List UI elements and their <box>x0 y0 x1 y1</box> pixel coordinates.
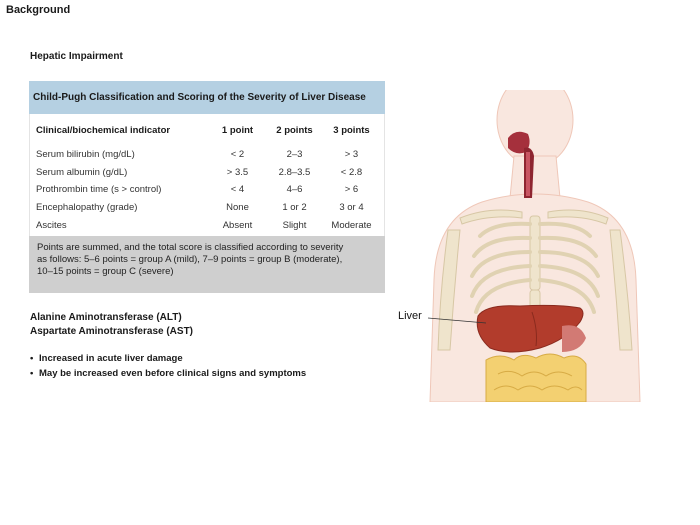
child-pugh-footer <box>29 236 385 293</box>
liver-label: Liver <box>398 310 422 322</box>
column-header: Clinical/biochemical indicator <box>36 124 171 136</box>
table-cell: Absent <box>222 219 253 231</box>
table-cell: Ascites <box>36 219 67 231</box>
footer-line: Points are summed, and the total score is classified according to severity <box>37 242 344 253</box>
table-cell: 1 or 2 <box>282 202 307 214</box>
table-cell: Serum albumin (g/dL) <box>36 166 128 178</box>
table-cell: 4–6 <box>286 184 303 196</box>
list-item: • May be increased even before clinical signs and symptoms <box>30 367 306 382</box>
child-pugh-table-box <box>29 81 385 293</box>
table-cell: 2.8–3.5 <box>278 166 311 178</box>
section-title: Hepatic Impairment <box>30 51 123 62</box>
table-row <box>36 199 379 217</box>
page-title: Background <box>6 4 71 16</box>
footer-line: 10–15 points = group C (severe) <box>37 266 174 277</box>
table-cell: > 6 <box>344 184 359 196</box>
enzyme-headings <box>30 311 193 339</box>
ast-heading: Aspartate Aminotransferase (AST) <box>30 326 194 337</box>
table-cell: 3 or 4 <box>339 202 364 214</box>
anatomy-illustration <box>390 90 655 402</box>
table-row <box>36 164 379 182</box>
table-header-row <box>36 114 379 146</box>
table-cell: Moderate <box>331 219 372 231</box>
child-pugh-table <box>36 114 379 234</box>
column-header: 3 points <box>333 124 370 136</box>
column-header: 2 points <box>276 124 313 136</box>
table-cell: 2–3 <box>286 149 303 161</box>
list-item: • Increased in acute liver damage <box>30 352 306 367</box>
child-pugh-header: Child-Pugh Classification and Scoring of the Severity of Liver Disease <box>29 81 385 114</box>
table-row <box>36 216 379 234</box>
table-cell: < 4 <box>230 184 245 196</box>
table-cell: Prothrombin time (s > control) <box>36 184 162 196</box>
bullet-list <box>30 352 306 381</box>
table-cell: > 3.5 <box>226 166 249 178</box>
table-cell: Encephalopathy (grade) <box>36 202 138 214</box>
column-header: 1 point <box>221 124 254 136</box>
intestines <box>486 354 586 402</box>
table-cell: None <box>226 202 249 214</box>
table-cell: Slight <box>282 219 307 231</box>
table-cell: Serum bilirubin (mg/dL) <box>36 149 135 161</box>
table-row <box>36 146 379 164</box>
footer-line: as follows: 5–6 points = group A (mild), 7–9 points = group B (moderate), <box>37 254 343 265</box>
table-cell: < 2.8 <box>340 166 363 178</box>
table-cell: < 2 <box>230 149 245 161</box>
child-pugh-body <box>29 114 385 236</box>
alt-heading: Alanine Aminotransferase (ALT) <box>30 312 182 323</box>
table-cell: > 3 <box>344 149 359 161</box>
table-row <box>36 181 379 199</box>
